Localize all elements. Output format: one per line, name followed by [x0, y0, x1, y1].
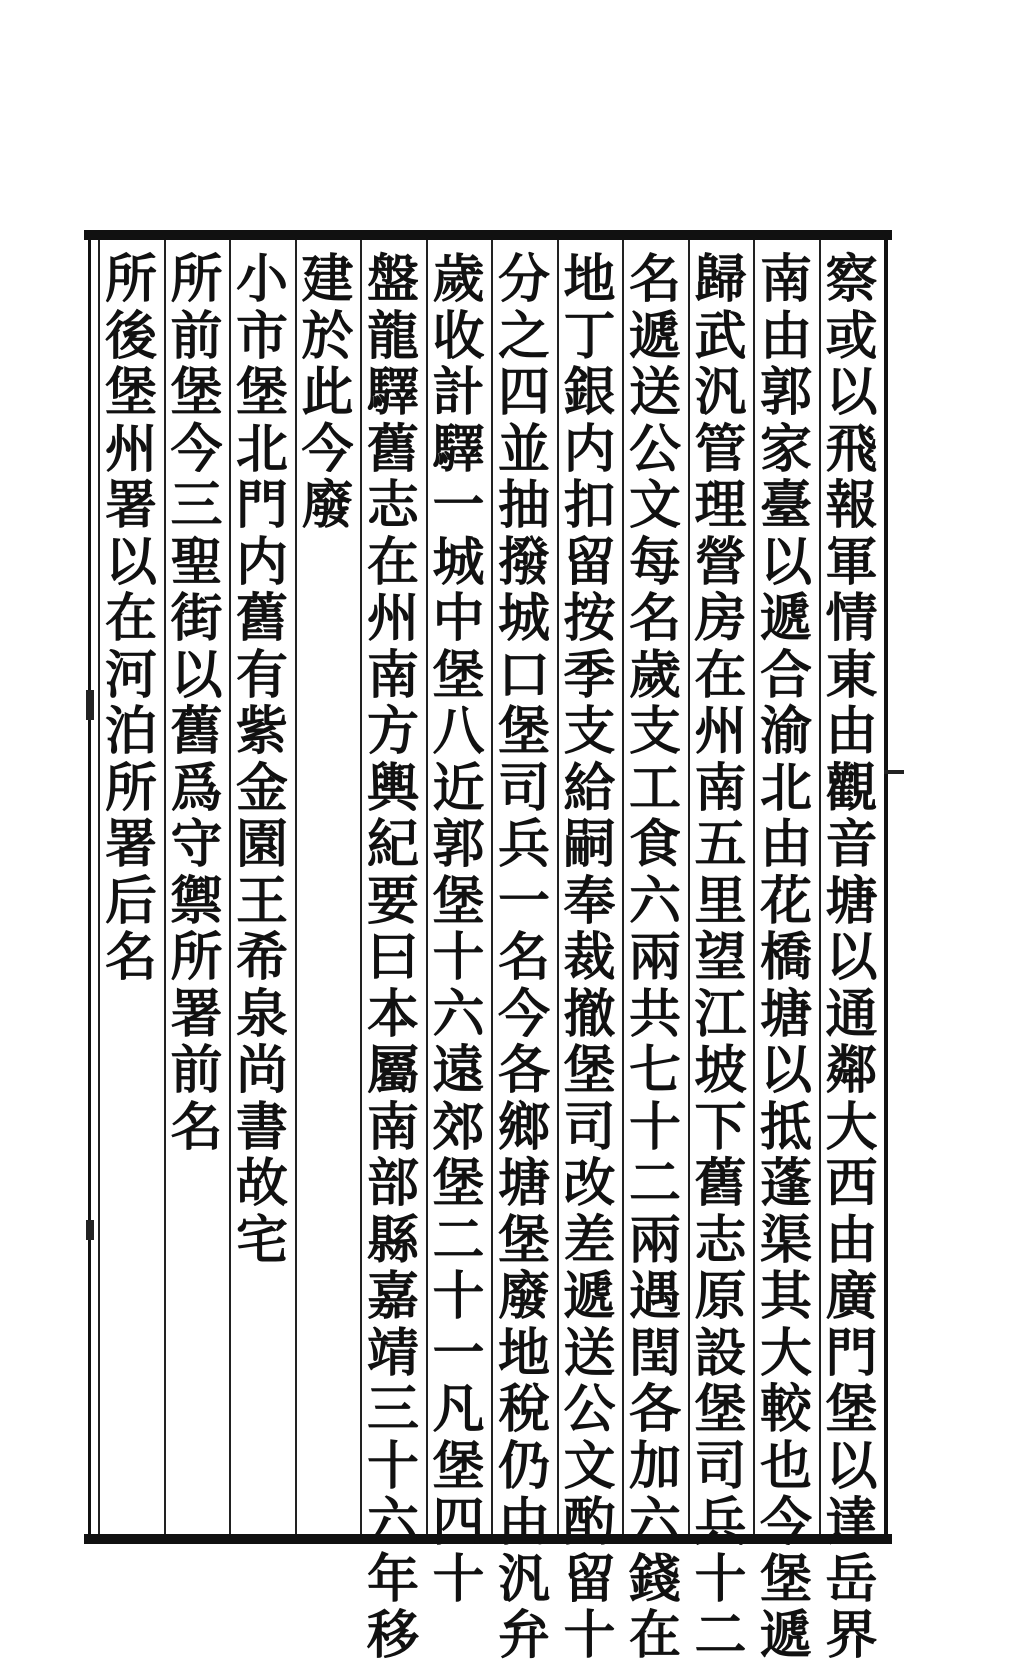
glyph: 差 — [563, 1209, 616, 1271]
glyph: 合 — [759, 644, 812, 706]
glyph: 縣 — [366, 1209, 419, 1271]
glyph: 兩 — [628, 1209, 681, 1271]
glyph: 移 — [366, 1605, 419, 1666]
glyph: 歸 — [694, 249, 747, 310]
glyph: 北 — [759, 757, 812, 819]
glyph: 留 — [563, 531, 616, 593]
glyph: 飛 — [825, 418, 878, 480]
glyph: 署 — [104, 814, 157, 875]
glyph: 塘 — [759, 983, 812, 1045]
glyph: 家 — [759, 418, 812, 480]
glyph: 分 — [497, 249, 550, 310]
glyph: 郭 — [432, 814, 485, 875]
glyph: 堡 — [170, 362, 223, 423]
glyph: 理 — [694, 475, 747, 536]
glyph: 名 — [170, 1096, 223, 1158]
glyph: 江 — [694, 983, 747, 1045]
glyph: 近 — [432, 757, 485, 819]
glyph: 一 — [497, 870, 550, 932]
glyph: 中 — [432, 588, 485, 649]
glyph: 以 — [825, 927, 878, 988]
glyph: 舊 — [366, 418, 419, 480]
glyph: 后 — [104, 870, 157, 932]
glyph: 季 — [563, 644, 616, 706]
glyph: 以 — [104, 531, 157, 593]
glyph: 堡 — [432, 870, 485, 932]
glyph: 撥 — [497, 531, 550, 593]
glyph: 六 — [432, 983, 485, 1045]
glyph: 管 — [694, 418, 747, 480]
glyph: 金 — [235, 757, 288, 819]
glyph: 司 — [497, 757, 550, 819]
glyph: 廢 — [497, 1266, 550, 1327]
text-column — [227, 249, 297, 1532]
glyph: 稅 — [497, 1379, 550, 1440]
glyph: 渠 — [759, 1209, 812, 1271]
glyph: 通 — [825, 983, 878, 1045]
glyph: 前 — [170, 1040, 223, 1101]
glyph: 里 — [694, 870, 747, 932]
glyph: 希 — [235, 927, 288, 988]
glyph: 南 — [366, 1096, 419, 1158]
glyph: 二 — [694, 1605, 747, 1666]
glyph: 塘 — [825, 870, 878, 932]
glyph: 五 — [694, 814, 747, 875]
glyph: 輿 — [366, 757, 419, 819]
glyph: 街 — [170, 588, 223, 649]
glyph: 共 — [628, 983, 681, 1045]
glyph: 三 — [366, 1379, 419, 1440]
glyph: 或 — [825, 305, 878, 367]
glyph: 市 — [235, 305, 288, 367]
glyph: 要 — [366, 870, 419, 932]
glyph: 支 — [563, 701, 616, 762]
glyph: 十 — [563, 1605, 616, 1666]
glyph: 所 — [170, 927, 223, 988]
glyph: 故 — [235, 1153, 288, 1214]
glyph: 大 — [759, 1322, 812, 1384]
glyph: 盤 — [366, 249, 419, 310]
glyph: 武 — [694, 305, 747, 367]
glyph: 奉 — [563, 870, 616, 932]
glyph: 後 — [104, 305, 157, 367]
glyph: 部 — [366, 1153, 419, 1214]
glyph: 以 — [825, 362, 878, 423]
glyph: 郊 — [432, 1096, 485, 1158]
text-column — [489, 249, 559, 1666]
glyph: 堡 — [497, 1209, 550, 1271]
glyph: 紫 — [235, 701, 288, 762]
glyph: 情 — [825, 588, 878, 649]
glyph: 抽 — [497, 475, 550, 536]
glyph: 守 — [170, 814, 223, 875]
glyph: 堡 — [825, 1379, 878, 1440]
glyph: 紀 — [366, 814, 419, 875]
glyph: 汎 — [694, 362, 747, 423]
glyph: 六 — [628, 870, 681, 932]
text-column — [293, 249, 363, 1532]
glyph: 泉 — [235, 983, 288, 1045]
glyph: 閏 — [628, 1322, 681, 1384]
glyph: 南 — [694, 757, 747, 819]
glyph: 由 — [825, 701, 878, 762]
glyph: 送 — [628, 362, 681, 423]
glyph: 所 — [104, 249, 157, 310]
glyph: 遞 — [628, 305, 681, 367]
glyph: 十 — [628, 1096, 681, 1158]
glyph: 文 — [563, 1435, 616, 1497]
glyph: 今 — [170, 418, 223, 480]
glyph: 一 — [432, 1322, 485, 1384]
glyph: 東 — [825, 644, 878, 706]
glyph: 望 — [694, 927, 747, 988]
glyph: 以 — [825, 1435, 878, 1497]
glyph: 署 — [170, 983, 223, 1045]
glyph: 名 — [104, 927, 157, 988]
glyph: 嗣 — [563, 814, 616, 875]
glyph: 界 — [825, 1605, 878, 1666]
glyph: 支 — [628, 701, 681, 762]
glyph: 州 — [104, 418, 157, 480]
glyph: 遠 — [432, 1040, 485, 1101]
glyph: 嘉 — [366, 1266, 419, 1327]
glyph: 設 — [694, 1322, 747, 1384]
glyph: 西 — [825, 1153, 878, 1214]
glyph: 銀 — [563, 362, 616, 423]
glyph: 抵 — [759, 1096, 812, 1158]
glyph: 岳 — [825, 1548, 878, 1610]
glyph: 兵 — [497, 814, 550, 875]
glyph: 七 — [628, 1040, 681, 1101]
glyph: 六 — [366, 1492, 419, 1553]
glyph: 報 — [825, 475, 878, 536]
glyph: 名 — [628, 588, 681, 649]
glyph: 遞 — [759, 588, 812, 649]
glyph: 橋 — [759, 927, 812, 988]
glyph: 給 — [563, 757, 616, 819]
glyph: 以 — [759, 531, 812, 593]
text-column — [686, 249, 756, 1666]
glyph: 今 — [497, 983, 550, 1045]
text-column — [96, 249, 166, 1532]
glyph: 州 — [694, 701, 747, 762]
glyph: 志 — [694, 1209, 747, 1271]
glyph: 鄉 — [497, 1096, 550, 1158]
glyph: 軍 — [825, 531, 878, 593]
glyph: 南 — [759, 249, 812, 310]
glyph: 營 — [694, 531, 747, 593]
edge-mark — [86, 1220, 94, 1240]
glyph: 小 — [235, 249, 288, 310]
glyph: 觀 — [825, 757, 878, 819]
glyph: 臺 — [759, 475, 812, 536]
text-column — [555, 249, 625, 1666]
glyph: 龍 — [366, 305, 419, 367]
glyph: 扣 — [563, 475, 616, 536]
glyph: 汎 — [497, 1548, 550, 1610]
glyph: 音 — [825, 814, 878, 875]
text-column — [424, 249, 494, 1610]
glyph: 歲 — [432, 249, 485, 310]
glyph: 仍 — [497, 1435, 550, 1497]
glyph: 建 — [301, 249, 354, 310]
fold-mark — [884, 770, 904, 774]
glyph: 弁 — [497, 1605, 550, 1666]
glyph: 計 — [432, 362, 485, 423]
glyph: 靖 — [366, 1322, 419, 1384]
glyph: 以 — [759, 1040, 812, 1101]
glyph: 禦 — [170, 870, 223, 932]
glyph: 四 — [497, 362, 550, 423]
glyph: 地 — [497, 1322, 550, 1384]
glyph: 内 — [563, 418, 616, 480]
glyph: 公 — [563, 1379, 616, 1440]
glyph: 各 — [497, 1040, 550, 1101]
glyph: 每 — [628, 531, 681, 593]
glyph: 宅 — [235, 1209, 288, 1271]
glyph: 泊 — [104, 701, 157, 762]
glyph: 在 — [366, 531, 419, 593]
glyph: 司 — [563, 1096, 616, 1158]
glyph: 花 — [759, 870, 812, 932]
glyph: 曰 — [366, 927, 419, 988]
glyph: 舊 — [170, 701, 223, 762]
glyph: 文 — [628, 475, 681, 536]
glyph: 所 — [104, 757, 157, 819]
glyph: 聖 — [170, 531, 223, 593]
glyph: 也 — [759, 1435, 812, 1497]
glyph: 加 — [628, 1435, 681, 1497]
glyph: 之 — [497, 305, 550, 367]
glyph: 察 — [825, 249, 878, 310]
glyph: 尚 — [235, 1040, 288, 1101]
glyph: 鄰 — [825, 1040, 878, 1101]
glyph: 堡 — [563, 1040, 616, 1101]
glyph: 門 — [235, 475, 288, 536]
text-column — [817, 249, 887, 1666]
glyph: 遞 — [759, 1605, 812, 1666]
glyph: 達 — [825, 1492, 878, 1553]
glyph: 署 — [104, 475, 157, 536]
glyph: 州 — [366, 588, 419, 649]
glyph: 按 — [563, 588, 616, 649]
text-column — [751, 249, 821, 1666]
glyph: 十 — [366, 1435, 419, 1497]
glyph: 其 — [759, 1266, 812, 1327]
glyph: 門 — [825, 1322, 878, 1384]
glyph: 六 — [628, 1492, 681, 1553]
glyph: 今 — [759, 1492, 812, 1553]
glyph: 由 — [759, 305, 812, 367]
glyph: 遇 — [628, 1266, 681, 1327]
glyph: 八 — [432, 701, 485, 762]
text-column — [620, 249, 690, 1666]
glyph: 堡 — [497, 701, 550, 762]
glyph: 舊 — [694, 1153, 747, 1214]
glyph: 一 — [432, 475, 485, 536]
glyph: 渝 — [759, 701, 812, 762]
glyph: 前 — [170, 305, 223, 367]
glyph: 兵 — [694, 1492, 747, 1553]
glyph: 在 — [104, 588, 157, 649]
glyph: 並 — [497, 418, 550, 480]
glyph: 坡 — [694, 1040, 747, 1101]
glyph: 在 — [628, 1605, 681, 1666]
glyph: 驛 — [366, 362, 419, 423]
glyph: 屬 — [366, 1040, 419, 1101]
glyph: 有 — [235, 644, 288, 706]
text-column — [358, 249, 428, 1666]
glyph: 堡 — [432, 1435, 485, 1497]
glyph: 遞 — [563, 1266, 616, 1327]
glyph: 大 — [825, 1096, 878, 1158]
glyph: 堡 — [759, 1548, 812, 1610]
glyph: 三 — [170, 475, 223, 536]
glyph: 内 — [235, 531, 288, 593]
glyph: 本 — [366, 983, 419, 1045]
glyph: 河 — [104, 644, 157, 706]
glyph: 郭 — [759, 362, 812, 423]
glyph: 堡 — [104, 362, 157, 423]
glyph: 收 — [432, 305, 485, 367]
glyph: 十 — [694, 1548, 747, 1610]
glyph: 各 — [628, 1379, 681, 1440]
text-column — [162, 249, 232, 1532]
glyph: 此 — [301, 362, 354, 423]
glyph: 名 — [497, 927, 550, 988]
glyph: 園 — [235, 814, 288, 875]
glyph: 歲 — [628, 644, 681, 706]
glyph: 爲 — [170, 757, 223, 819]
glyph: 食 — [628, 814, 681, 875]
glyph: 丁 — [563, 305, 616, 367]
glyph: 以 — [170, 644, 223, 706]
glyph: 由 — [759, 814, 812, 875]
glyph: 原 — [694, 1266, 747, 1327]
glyph: 裁 — [563, 927, 616, 988]
glyph: 驛 — [432, 418, 485, 480]
glyph: 十 — [432, 1266, 485, 1327]
glyph: 送 — [563, 1322, 616, 1384]
glyph: 堡 — [432, 644, 485, 706]
glyph: 廢 — [301, 475, 354, 536]
glyph: 今 — [301, 418, 354, 480]
glyph: 房 — [694, 588, 747, 649]
glyph: 由 — [497, 1492, 550, 1553]
glyph: 志 — [366, 475, 419, 536]
glyph: 司 — [694, 1435, 747, 1497]
glyph: 書 — [235, 1096, 288, 1158]
glyph: 於 — [301, 305, 354, 367]
glyph: 塘 — [497, 1153, 550, 1214]
glyph: 堡 — [235, 362, 288, 423]
glyph: 二 — [432, 1209, 485, 1271]
glyph: 王 — [235, 870, 288, 932]
glyph: 二 — [628, 1153, 681, 1214]
glyph: 工 — [628, 757, 681, 819]
glyph: 留 — [563, 1548, 616, 1610]
glyph: 兩 — [628, 927, 681, 988]
glyph: 撤 — [563, 983, 616, 1045]
glyph: 改 — [563, 1153, 616, 1214]
glyph: 堡 — [432, 1153, 485, 1214]
glyph: 廣 — [825, 1266, 878, 1327]
glyph: 由 — [825, 1209, 878, 1271]
glyph: 下 — [694, 1096, 747, 1158]
glyph: 凡 — [432, 1379, 485, 1440]
glyph: 十 — [432, 927, 485, 988]
glyph: 酌 — [563, 1492, 616, 1553]
glyph: 堡 — [694, 1379, 747, 1440]
glyph: 城 — [432, 531, 485, 593]
glyph: 地 — [563, 249, 616, 310]
glyph: 所 — [170, 249, 223, 310]
glyph: 舊 — [235, 588, 288, 649]
glyph: 四 — [432, 1492, 485, 1553]
glyph: 城 — [497, 588, 550, 649]
glyph: 公 — [628, 418, 681, 480]
glyph: 錢 — [628, 1548, 681, 1610]
glyph: 較 — [759, 1379, 812, 1440]
glyph: 在 — [694, 644, 747, 706]
glyph: 十 — [432, 1548, 485, 1610]
glyph: 口 — [497, 644, 550, 706]
glyph: 南 — [366, 644, 419, 706]
glyph: 年 — [366, 1548, 419, 1610]
glyph: 方 — [366, 701, 419, 762]
glyph: 北 — [235, 418, 288, 480]
glyph: 名 — [628, 249, 681, 310]
edge-mark — [86, 690, 94, 720]
glyph: 蓬 — [759, 1153, 812, 1214]
